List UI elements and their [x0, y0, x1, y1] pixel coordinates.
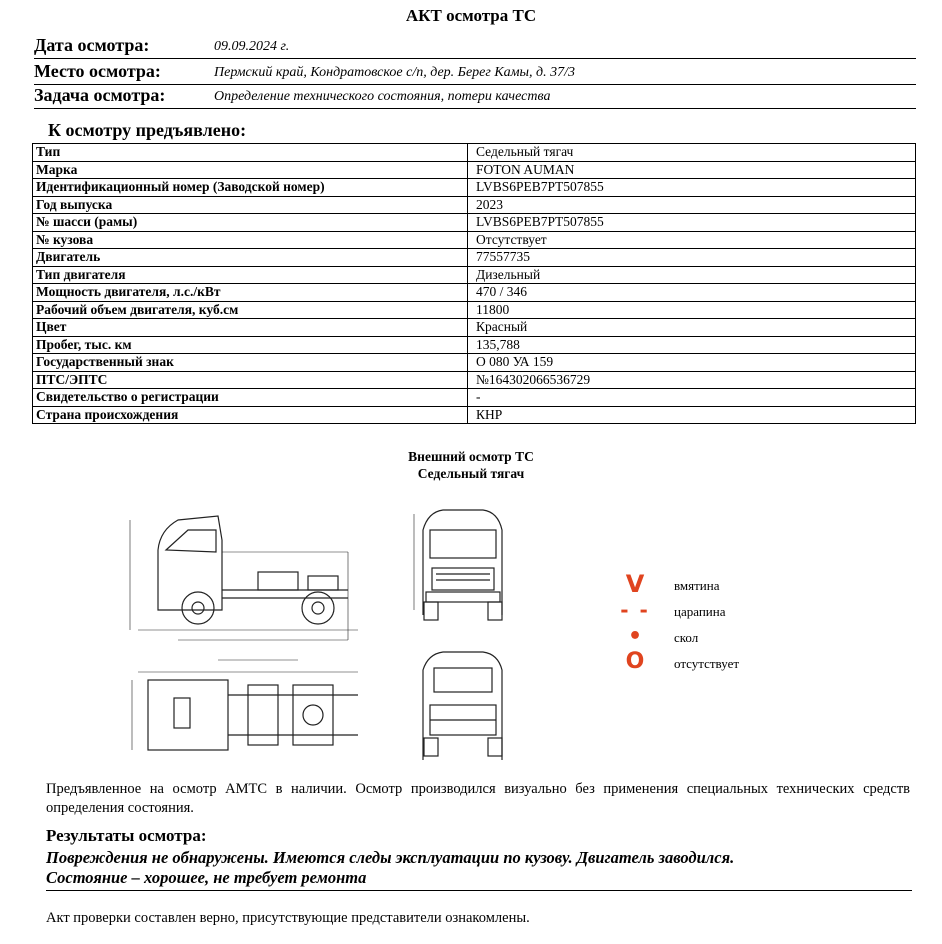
legend-label: царапина [674, 604, 726, 619]
vehicle-spec-table [32, 143, 916, 424]
table-row [33, 144, 916, 162]
table-row [33, 249, 916, 267]
inspection-place-label: Место осмотра: [34, 61, 161, 81]
table-row [33, 389, 916, 407]
truck-top-view [132, 660, 358, 750]
table-row [33, 231, 916, 249]
truck-schematic-drawing [118, 490, 598, 770]
results-divider [46, 890, 912, 891]
spec-value: LVBS6PEB7PT507855 [468, 214, 916, 232]
scratch-symbol-icon: - - [620, 598, 650, 622]
spec-key: Пробег, тыс. км [33, 336, 468, 354]
spec-value: 470 / 346 [468, 284, 916, 302]
spec-key: Мощность двигателя, л.с./кВт [33, 284, 468, 302]
spec-key: № шасси (рамы) [33, 214, 468, 232]
spec-key: Двигатель [33, 249, 468, 267]
spec-value: О 080 УА 159 [468, 354, 916, 372]
table-row [33, 319, 916, 337]
inspection-place-value: Пермский край, Кондратовское с/п, дер. Берег Камы, д. 37/3 [214, 65, 576, 80]
results-text [46, 848, 910, 888]
spec-value: 2023 [468, 196, 916, 214]
table-row [33, 406, 916, 424]
results-text-line-2: Состояние – хорошее, не требует ремонта [46, 868, 367, 887]
spec-value: 77557735 [468, 249, 916, 267]
legend-label: вмятина [674, 578, 720, 593]
inspection-place-row [34, 62, 916, 85]
inspection-note: Предъявленное на осмотр АМТС в наличии. Осмотр производился визуально без применения специальных технических средств определения состояния. [46, 781, 910, 816]
inspection-task-label: Задача осмотра: [34, 85, 166, 105]
table-row [33, 371, 916, 389]
spec-key: Цвет [33, 319, 468, 337]
truck-side-view [130, 516, 358, 640]
inspection-task-row [34, 86, 916, 109]
table-row [33, 214, 916, 232]
inspection-date-row [34, 36, 916, 59]
spec-value: Красный [468, 319, 916, 337]
footer-statement: Акт проверки составлен верно, присутствующие представители ознакомлены. [46, 910, 530, 926]
inspection-date-label: Дата осмотра: [34, 35, 150, 55]
chip-symbol-icon: • O [625, 624, 645, 674]
external-inspection-heading [0, 448, 942, 482]
spec-value: 11800 [468, 301, 916, 319]
table-row [33, 266, 916, 284]
spec-key: Государственный знак [33, 354, 468, 372]
inspection-date-value: 09.09.2024 г. [214, 39, 290, 54]
spec-key: Свидетельство о регистрации [33, 389, 468, 407]
presented-title: К осмотру предъявлено: [48, 120, 247, 140]
spec-key: Год выпуска [33, 196, 468, 214]
inspection-task-value: Определение технического состояния, потери качества [214, 89, 551, 104]
legend-label: отсутствует [674, 656, 740, 671]
table-row [33, 161, 916, 179]
spec-key: Рабочий объем двигателя, куб.см [33, 301, 468, 319]
spec-value: LVBS6PEB7PT507855 [468, 179, 916, 197]
results-title: Результаты осмотра: [46, 826, 207, 845]
spec-key: Идентификационный номер (Заводской номер) [33, 179, 468, 197]
spec-key: ПТС/ЭПТС [33, 371, 468, 389]
spec-value: FOTON AUMAN [468, 161, 916, 179]
external-inspection-title: Внешний осмотр ТС [408, 449, 534, 464]
spec-key: № кузова [33, 231, 468, 249]
spec-value: Седельный тягач [468, 144, 916, 162]
spec-value: №164302066536729 [468, 371, 916, 389]
spec-value: 135,788 [468, 336, 916, 354]
spec-key: Тип двигателя [33, 266, 468, 284]
external-inspection-subtitle: Седельный тягач [417, 466, 525, 481]
table-row [33, 179, 916, 197]
table-row [33, 284, 916, 302]
dent-symbol-icon: V [625, 570, 645, 598]
legend-label: скол [674, 630, 699, 645]
table-row [33, 301, 916, 319]
spec-key: Тип [33, 144, 468, 162]
spec-value: - [468, 389, 916, 407]
truck-front-view [414, 510, 502, 620]
table-row [33, 196, 916, 214]
spec-value: Отсутствует [468, 231, 916, 249]
table-row [33, 354, 916, 372]
results-text-line-1: Повреждения не обнаружены. Имеются следы эксплуатации по кузову. Двигатель заводился. [46, 848, 735, 867]
spec-value: Дизельный [468, 266, 916, 284]
table-row [33, 336, 916, 354]
document-title: АКТ осмотра ТС [405, 6, 537, 25]
spec-value: КНР [468, 406, 916, 424]
spec-key: Страна происхождения [33, 406, 468, 424]
spec-key: Марка [33, 161, 468, 179]
truck-rear-view [423, 652, 502, 760]
